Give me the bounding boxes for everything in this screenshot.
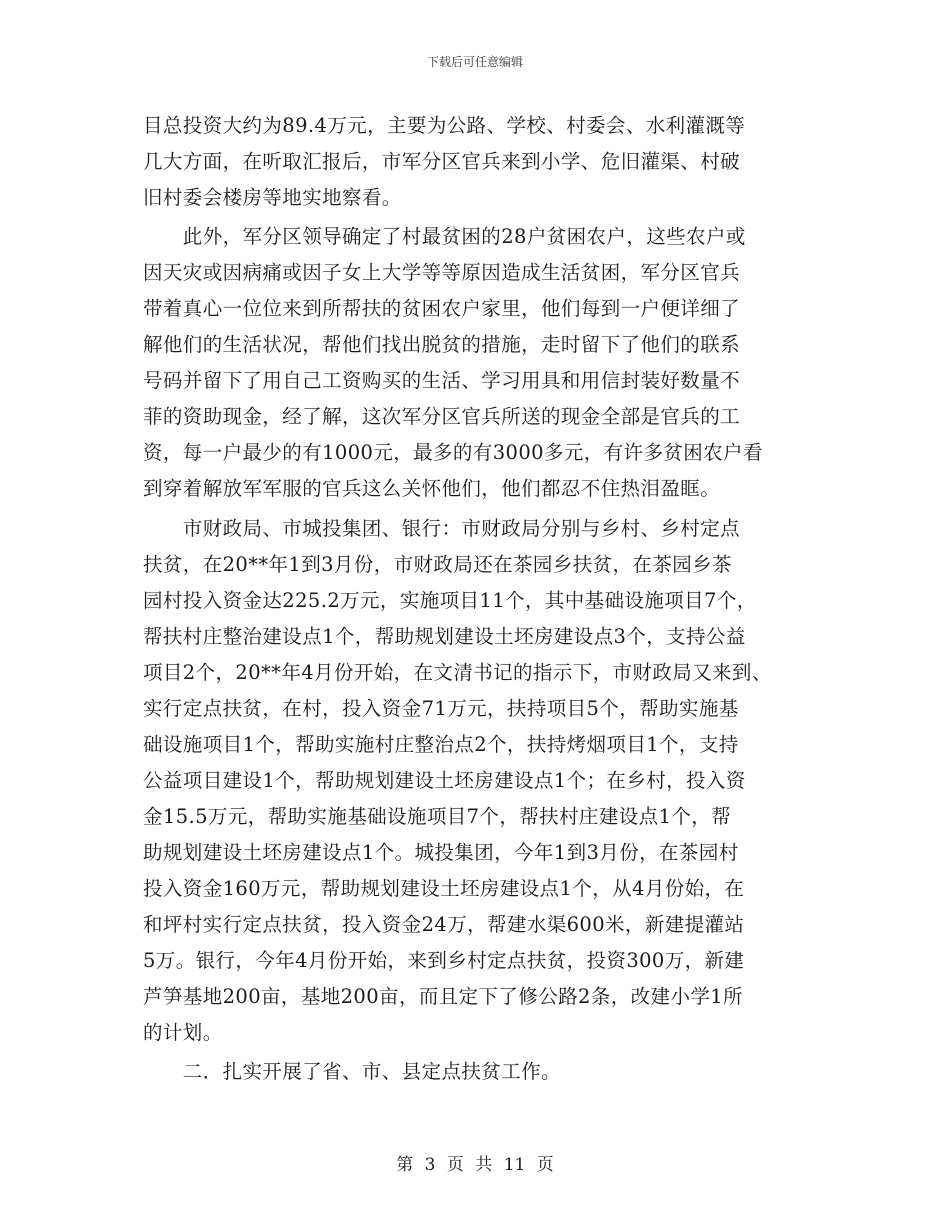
body-line: 带着真心一位位来到所帮扶的贫困农户家里，他们每到一户便详细了 xyxy=(143,297,741,320)
body-line: 资，每一户最少的有1000元，最多的有3000多元，有许多贫困农户看 xyxy=(143,441,763,464)
body-line: 实行定点扶贫，在村，投入资金71万元，扶持项目5个，帮助实施基 xyxy=(143,697,739,720)
body-line: 到穿着解放军军服的官兵这么关怀他们，他们都忍不住热泪盈眶。 xyxy=(143,477,721,500)
body-line: 旧村委会楼房等地实地察看。 xyxy=(143,186,402,209)
body-line: 础设施项目1个，帮助实施村庄整治点2个，扶持烤烟项目1个，支持 xyxy=(143,733,739,756)
body-line: 投入资金160万元，帮助规划建设土坯房建设点1个，从4月份始，在 xyxy=(143,877,745,900)
body-line: 园村投入资金达225.2万元，实施项目11个，其中基础设施项目7个， xyxy=(143,589,757,612)
body-line: 二．扎实开展了省、市、县定点扶贫工作。 xyxy=(143,1060,561,1083)
body-line: 芦笋基地200亩，基地200亩，而且定下了修公路2条，改建小学1所 xyxy=(143,985,743,1008)
body-line: 菲的资助现金，经了解，这次军分区官兵所送的现金全部是官兵的工 xyxy=(143,405,741,428)
body-line: 解他们的生活状况，帮他们找出脱贫的措施，走时留下了他们的联系 xyxy=(143,333,741,356)
body-line: 几大方面，在听取汇报后，市军分区官兵来到小学、危旧灌渠、村破 xyxy=(143,150,741,173)
page-header-note: 下载后可任意编辑 xyxy=(426,55,523,69)
body-line: 5万。银行，今年4月份开始，来到乡村定点扶贫，投资300万，新建 xyxy=(143,949,745,972)
body-line: 因天灾或因病痛或因子女上大学等等原因造成生活贫困，军分区官兵 xyxy=(143,261,741,284)
body-line: 和坪村实行定点扶贫，投入资金24万，帮建水渠600米，新建提灌站 xyxy=(143,913,745,936)
body-line: 此外，军分区领导确定了村最贫困的28户贫困农户，这些农户或 xyxy=(143,225,746,248)
body-line: 项目2个，20**年4月份开始，在文清书记的指示下，市财政局又来到、 xyxy=(143,661,772,684)
body-line: 市财政局、市城投集团、银行：市财政局分别与乡村、乡村定点 xyxy=(143,517,741,540)
body-line: 号码并留下了用自己工资购买的生活、学习用具和用信封装好数量不 xyxy=(143,369,741,392)
page-number-footer: 第 3 页 共 11 页 xyxy=(396,1155,554,1175)
body-line: 的计划。 xyxy=(143,1021,223,1044)
body-line: 帮扶村庄整治建设点1个，帮助规划建设土坯房建设点3个，支持公益 xyxy=(143,625,746,648)
body-line: 助规划建设土坯房建设点1个。城投集团，今年1到3月份，在茶园村 xyxy=(143,841,739,864)
body-line: 扶贫，在20**年1到3月份，市财政局还在茶园乡扶贫，在茶园乡茶 xyxy=(143,553,732,576)
body-line: 金15.5万元，帮助实施基础设施项目7个，帮扶村庄建设点1个，帮 xyxy=(143,805,732,828)
body-line: 目总投资大约为89.4万元，主要为公路、学校、村委会、水利灌溉等 xyxy=(143,114,746,137)
body-line: 公益项目建设1个，帮助规划建设土坯房建设点1个；在乡村，投入资 xyxy=(143,769,746,792)
